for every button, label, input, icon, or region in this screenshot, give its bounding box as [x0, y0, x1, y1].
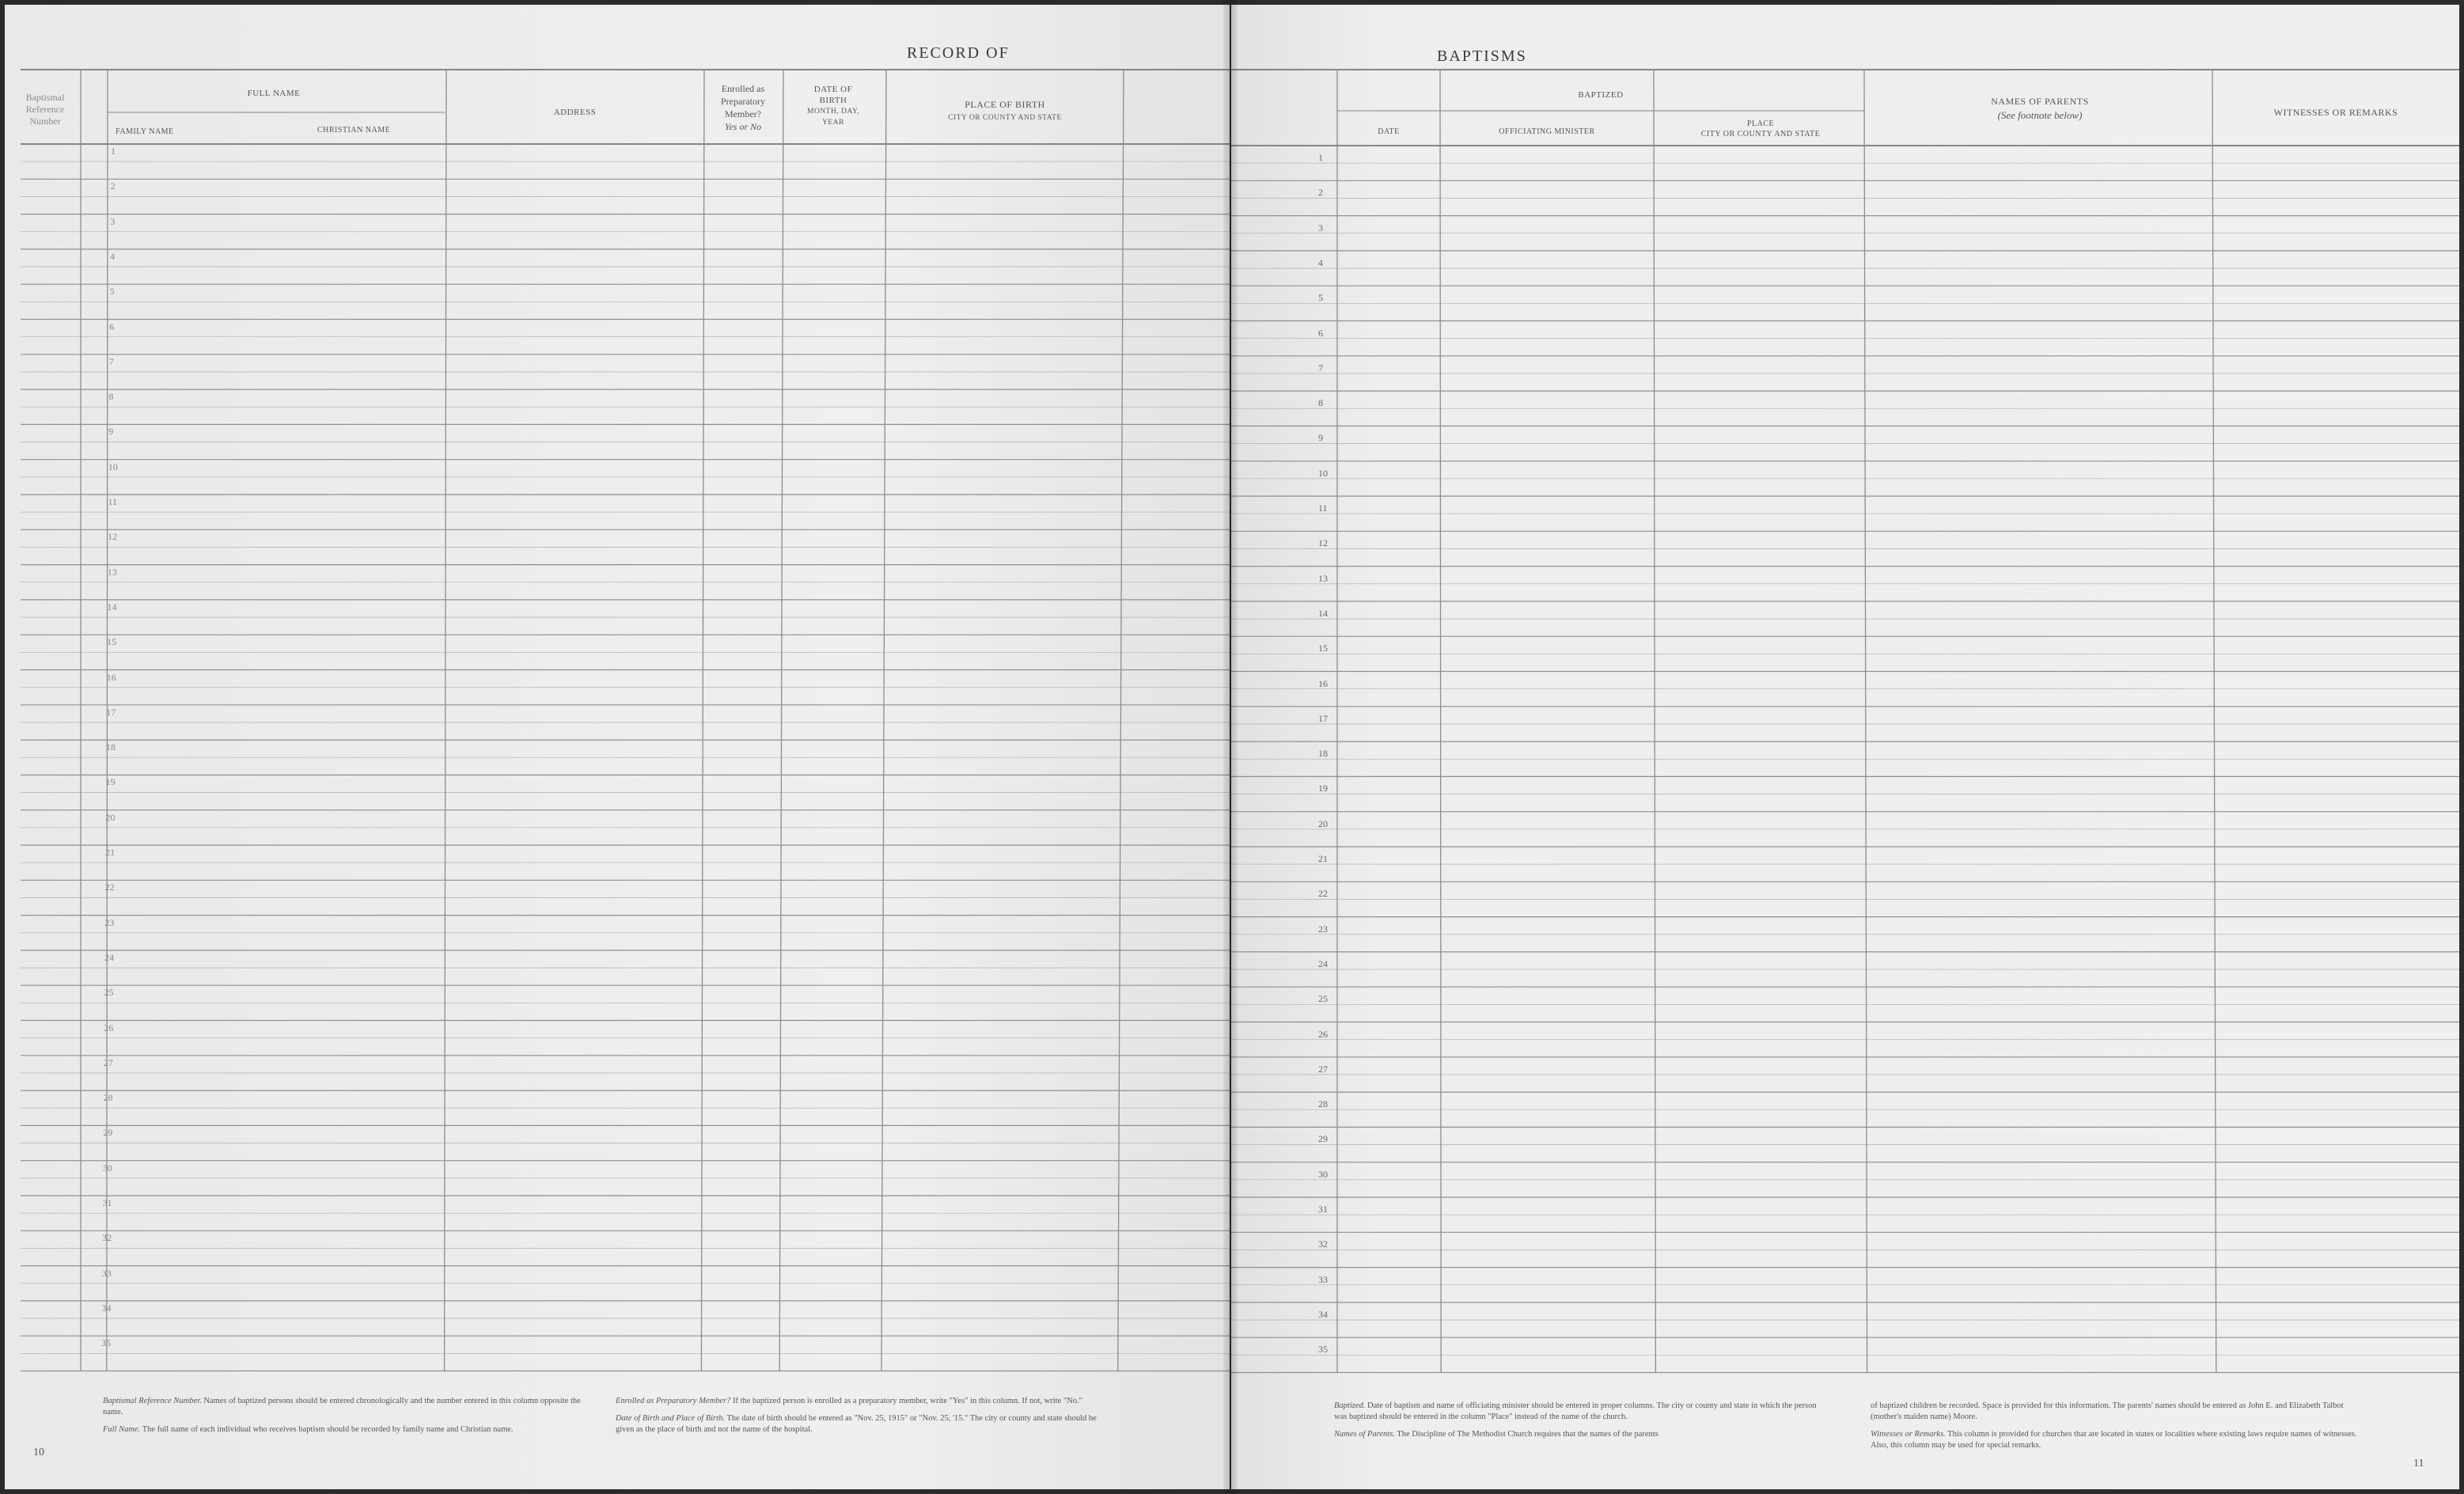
- parents-header-line2: (See footnote below): [1997, 109, 2083, 121]
- baptized-header: BAPTIZED: [1578, 90, 1624, 100]
- footnote-birth-text: The date of birth should be entered as "Nov. 25, 1915" or "Nov. 25, '15." The city or county and state should be given as the place of birth and not the name of the hospital.: [616, 1414, 1097, 1434]
- row-number: 18: [106, 741, 116, 753]
- row-number: 4: [1318, 256, 1323, 268]
- dob-header-line1: DATE OF: [813, 85, 853, 94]
- row-number: 11: [108, 496, 118, 507]
- footnote-parents-label: Names of Parents.: [1334, 1430, 1395, 1439]
- row-number: 19: [105, 776, 116, 788]
- row-number: 4: [109, 250, 115, 262]
- dob-header-line4: YEAR: [822, 119, 844, 127]
- row-number: 29: [1318, 1133, 1328, 1145]
- row-number: 31: [102, 1197, 112, 1208]
- left-page: [5, 5, 1230, 1489]
- row-number: 23: [104, 916, 115, 928]
- column-rule: [1864, 70, 1867, 1373]
- footnote-enrolled-label: Enrolled as Preparatory Member?: [616, 1397, 731, 1405]
- column-rule: [1118, 70, 1124, 1371]
- footnote-enrolled-text: If the baptized person is enrolled as a preparatory member, write "Yes" in this column. If not, write "No.": [732, 1397, 1082, 1405]
- row-number: 5: [109, 286, 115, 298]
- row-number: 12: [108, 531, 118, 543]
- footnote-ref-number-label: Baptismal Reference Number.: [103, 1397, 202, 1405]
- footnote-witnesses-label: Witnesses or Remarks.: [1871, 1430, 1946, 1439]
- page-number-left: 10: [33, 1447, 44, 1458]
- row-number: 20: [105, 811, 116, 823]
- ref-number-header-line1: Baptismal: [25, 92, 65, 103]
- row-number: 1: [111, 146, 116, 157]
- row-number: 20: [1318, 817, 1328, 829]
- row-number: 23: [1318, 923, 1328, 935]
- row-number: 2: [1318, 187, 1323, 199]
- footnote-full-name-text: The full name of each individual who receives baptism should be recorded by family name and Christian name.: [142, 1425, 514, 1434]
- row-number: 19: [1318, 783, 1328, 794]
- column-rule: [779, 70, 783, 1371]
- footnote-baptized-text: Date of baptism and name of officiating minister should be entered in proper columns. The city or county and state in which the person was baptized should be entered in the column "Place" instead of the name of the church.: [1334, 1401, 1817, 1421]
- row-number: 7: [108, 355, 114, 367]
- row-number: 33: [1318, 1273, 1328, 1285]
- row-number: 2: [110, 180, 116, 192]
- page-number-right: 11: [2413, 1458, 2424, 1469]
- full-name-header: FULL NAME: [247, 89, 301, 98]
- row-number: 17: [1318, 712, 1328, 724]
- book-gutter: [1223, 0, 1238, 1494]
- column-rule: [1440, 70, 1441, 1373]
- row-number: 17: [106, 706, 116, 718]
- row-number: 28: [103, 1092, 113, 1104]
- baptized-place-line2: CITY OR COUNTY AND STATE: [1700, 130, 1821, 138]
- footnote-full-name-label: Full Name.: [103, 1425, 141, 1434]
- page-title-left: RECORD OF: [907, 44, 1010, 62]
- column-rule: [881, 70, 886, 1371]
- row-number: 10: [1318, 467, 1328, 479]
- baptized-place-line1: PLACE: [1746, 119, 1775, 128]
- row-number: 8: [108, 391, 114, 403]
- row-number: 25: [104, 987, 114, 999]
- row-number: 32: [102, 1232, 112, 1244]
- ref-number-header-line2: Reference: [25, 104, 65, 115]
- row-number: 22: [104, 882, 115, 893]
- column-rule: [445, 70, 446, 1371]
- row-number: 24: [1318, 957, 1328, 969]
- ref-number-header-line3: Number: [29, 116, 61, 127]
- pob-header-line2: CITY OR COUNTY AND STATE: [948, 114, 1062, 122]
- row-number: 15: [1318, 643, 1328, 654]
- row-number: 25: [1318, 993, 1328, 1005]
- footnote-parents-continued-text: of baptized children be recorded. Space is provided for this information. The parents' names should be entered as John E. and Elizabeth Talbot (mother's maiden name) Moore.: [1871, 1401, 2344, 1421]
- left-ledger-grid: [5, 5, 1230, 1489]
- row-number: 14: [107, 601, 117, 612]
- dob-header-line2: BIRTH: [819, 96, 847, 105]
- footnote-witnesses-text: This column is provided for churches that are located in states or localities where existing laws require names of witnesses. Also, this column may be used for special remarks.: [1871, 1430, 2357, 1450]
- row-number: 14: [1318, 607, 1328, 619]
- parents-header-line1: NAMES OF PARENTS: [1991, 96, 2089, 107]
- footnote-baptized-label: Baptized.: [1334, 1401, 1366, 1410]
- baptized-date-header: DATE: [1378, 127, 1400, 136]
- row-number: 26: [104, 1022, 114, 1033]
- christian-name-header: CHRISTIAN NAME: [317, 126, 391, 135]
- row-number: 34: [1318, 1308, 1328, 1320]
- row-number: 26: [1318, 1028, 1328, 1040]
- right-page: [1231, 5, 2459, 1489]
- row-number: 11: [1318, 502, 1328, 514]
- row-number: 34: [101, 1302, 112, 1314]
- row-number: 21: [105, 847, 115, 858]
- row-number: 28: [1318, 1098, 1328, 1110]
- enrolled-header-line2: Preparatory: [721, 96, 765, 107]
- column-rule: [2212, 70, 2216, 1373]
- row-number: 1: [1318, 152, 1323, 163]
- enrolled-header-line3: Member?: [725, 108, 761, 119]
- pob-header-line1: PLACE OF BIRTH: [965, 99, 1045, 110]
- column-rule: [107, 70, 108, 1371]
- footnote-ref-number-text: Names of baptized persons should be entered chronologically and the number entered in this column opposite the name.: [103, 1397, 581, 1416]
- row-number: 32: [1318, 1238, 1328, 1250]
- row-number: 7: [1318, 362, 1323, 374]
- row-number: 5: [1318, 292, 1323, 304]
- row-number: 3: [110, 215, 116, 227]
- row-number: 15: [107, 636, 117, 648]
- left-footnotes-col1: [103, 1396, 600, 1442]
- row-number: 13: [107, 566, 117, 578]
- row-number: 18: [1318, 748, 1328, 760]
- row-number: 22: [1318, 888, 1328, 900]
- row-number: 31: [1318, 1204, 1328, 1215]
- row-number: 21: [1318, 853, 1328, 864]
- row-number: 24: [104, 951, 114, 963]
- row-number: 12: [1318, 537, 1328, 549]
- row-number: 13: [1318, 572, 1328, 584]
- column-rule: [701, 70, 704, 1371]
- row-number: 6: [109, 320, 115, 332]
- footnote-birth-label: Date of Birth and Place of Birth.: [616, 1414, 725, 1423]
- left-footnotes-col2: [616, 1396, 1114, 1442]
- row-number: 9: [108, 426, 114, 438]
- row-number: 8: [1318, 397, 1323, 409]
- row-number: 16: [106, 671, 116, 683]
- row-number: 35: [101, 1337, 112, 1349]
- row-number: 29: [103, 1127, 113, 1139]
- address-header: ADDRESS: [553, 108, 597, 117]
- witnesses-header: WITNESSES OR REMARKS: [2273, 107, 2398, 118]
- row-number: 27: [103, 1056, 113, 1068]
- footnote-parents-text: The Discipline of The Methodist Church requires that the names of the parents: [1397, 1430, 1658, 1439]
- row-number: 30: [102, 1162, 112, 1174]
- row-number: 35: [1318, 1344, 1328, 1356]
- dob-header-line3: MONTH, DAY,: [807, 108, 859, 116]
- right-ledger-grid: [1231, 5, 2459, 1489]
- page-title-right: BAPTISMS: [1437, 47, 1527, 65]
- enrolled-header-line1: Enrolled as: [721, 83, 765, 94]
- row-number: 6: [1318, 327, 1323, 339]
- row-number: 33: [101, 1267, 112, 1279]
- family-name-header: FAMILY NAME: [116, 127, 174, 136]
- row-number: 3: [1318, 222, 1323, 233]
- row-number: 16: [1318, 677, 1328, 689]
- enrolled-header-line4: Yes or No: [724, 121, 762, 132]
- row-number: 9: [1318, 432, 1323, 444]
- right-footnotes-col1: [1334, 1401, 1823, 1447]
- row-number: 10: [108, 461, 118, 472]
- row-number: 30: [1318, 1168, 1328, 1180]
- row-number: 27: [1318, 1063, 1328, 1075]
- officiating-minister-header: OFFICIATING MINISTER: [1499, 127, 1595, 136]
- column-rule: [1654, 70, 1655, 1373]
- right-footnotes-col2: [1871, 1401, 2361, 1458]
